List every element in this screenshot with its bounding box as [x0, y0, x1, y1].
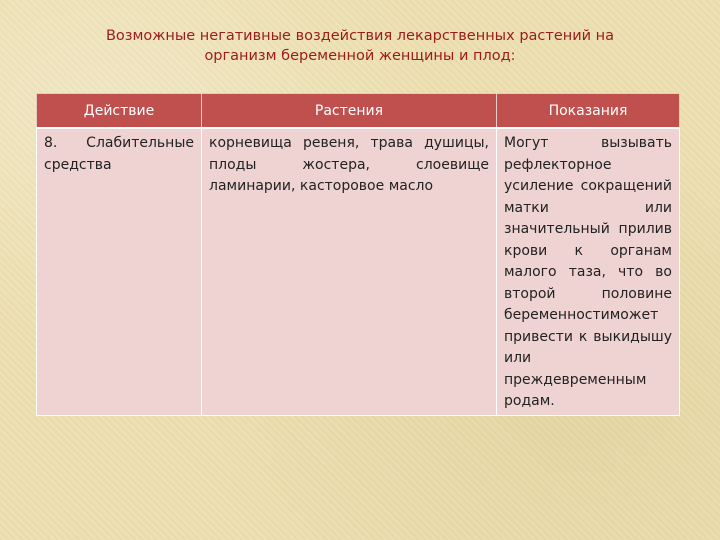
effects-table: [36, 93, 680, 416]
header-action: Действие: [37, 94, 202, 129]
table-header-row: [37, 94, 680, 129]
cell-action: 8. Слабительные средства: [37, 128, 202, 415]
header-plants: Растения: [202, 94, 497, 129]
slide-title: [90, 26, 630, 66]
header-indications: Показания: [497, 94, 680, 129]
cell-plants: корневища ревеня, трава душицы, плоды жостера, слоевище ламинарии, касторовое масло: [202, 128, 497, 415]
table-row: [37, 128, 680, 415]
cell-indications: Могут вызывать рефлекторное усиление сокращений матки или значительный прилив крови к органам малого таза, что во второй половине беременностиможет привести к выкидышу или преждевременным родам.: [497, 128, 680, 415]
slide-title-line-2: организм беременной женщины и плод:: [204, 48, 516, 64]
slide-title-line-1: Возможные негативные воздействия лекарственных растений на: [105, 28, 615, 44]
